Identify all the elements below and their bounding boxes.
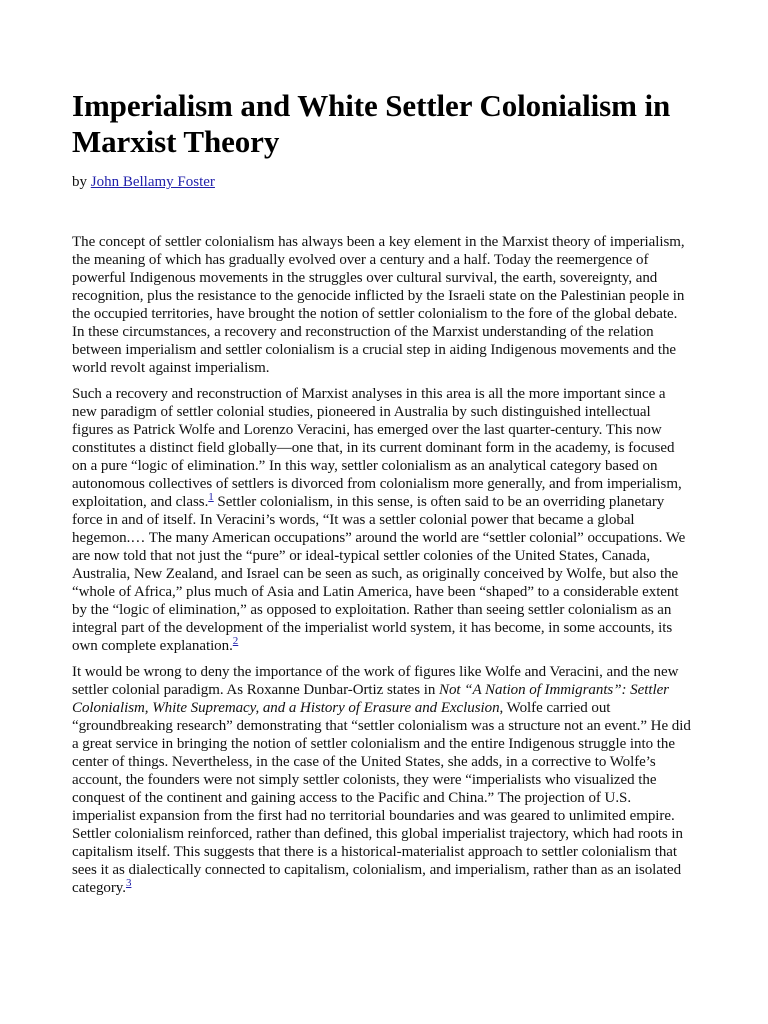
byline (72, 173, 692, 191)
footnote-2-link[interactable]: 2 (232, 635, 239, 647)
paragraph-2 (72, 385, 692, 655)
author-link[interactable]: John Bellamy Foster (90, 174, 215, 190)
article-title: Imperialism and White Settler Colonialism in Marxist Theory (72, 88, 671, 159)
footnote-3-ref (126, 877, 131, 889)
paragraph-2-text-b: Settler colonialism, in this sense, is often said to be an overriding planetary force in and of itself. In Veracini’s words, “It was a settler colonial power that became a global hegemon.… The many American occupations” around the world are “settler colonial” occupations. We are now told that not just the “pure” or ideal-typical settler colonies of the United States, Canada, Australia, New Zealand, and Israel can be seen as such, as originally conceived by Wolfe, but also the “whole of Africa,” plus much of Asia and Latin America, have been “shaped” to a considerable extent by the “logic of elimination,” as opposed to exploitation. Rather than seeing settler colonialism as an integral part of the development of the imperialist world system, it has become, in some accounts, its own complete explanation. (72, 494, 686, 654)
footnote-1-link[interactable]: 1 (208, 491, 214, 503)
paragraph-2-text-a: Such a recovery and reconstruction of Marxist analyses in this area is all the more important since a new paradigm of settler colonial studies, pioneered in Australia by such distinguished intellectual figures as Patrick Wolfe and Lorenzo Veracini, has emerged over the last quarter-century. This now constitutes a distinct field globally—one that, in its current dominant form in the academy, is focused on a pure “logic of elimination.” In this way, settler colonialism as an analytical category based on autonomous collectives of settlers is divorced from colonialism more generally, and from imperialism, exploitation, and class. (72, 386, 682, 510)
book-title: Not “A Nation of Immigrants”: Settler Colonialism, White Supremacy, and a History of Erasure and Exclusion (72, 682, 669, 716)
byline-prefix: by (72, 174, 91, 190)
paragraph-1: The concept of settler colonialism has always been a key element in the Marxist theory of imperialism, the meaning of which has gradually evolved over a century and a half. Today the reemergence of powerful Indigenous movements in the struggles over cultural survival, the earth, sovereignty, and recognition, plus the resistance to the genocide inflicted by the Israeli state on the Palestinian people in the occupied territories, have brought the notion of settler colonialism to the fore of the global debate. In these circumstances, a recovery and reconstruction of the Marxist understanding of the relation between imperialism and settler colonialism is a crucial step in aiding Indigenous movements and the world revolt against imperialism. (72, 234, 685, 376)
footnote-3-link[interactable]: 3 (125, 877, 132, 889)
paragraph-3-text-a: It would be wrong to deny the importance of the work of figures like Wolfe and Veracini, and the new settler colonial paradigm. As Roxanne Dunbar-Ortiz states in (72, 664, 679, 698)
footnote-2-ref (233, 635, 238, 647)
paragraph-3 (72, 663, 692, 897)
paragraph-3-text-b: , Wolfe carried out “groundbreaking research” demonstrating that “settler colonialism was a structure not an event.” He did a great service in bringing the notion of settler colonialism and the entire Indigenous struggle into the center of things. Nevertheless, in the case of the United States, she adds, in a corrective to Wolfe’s account, the founders were not simply settler colonists, they were “imperialists who visualized the conquest of the continent and gaining access to the Pacific and China.” The projection of U.S. imperialist expansion from the first had no territorial boundaries and was geared to unlimited empire. Settler colonialism reinforced, rather than defined, this global imperialist trajectory, which had roots in capitalism itself. This suggests that there is a historical-materialist approach to settler colonialism that sees it as dialectically connected to capitalism, colonialism, and imperialism, rather than as an isolated category. (72, 700, 691, 896)
